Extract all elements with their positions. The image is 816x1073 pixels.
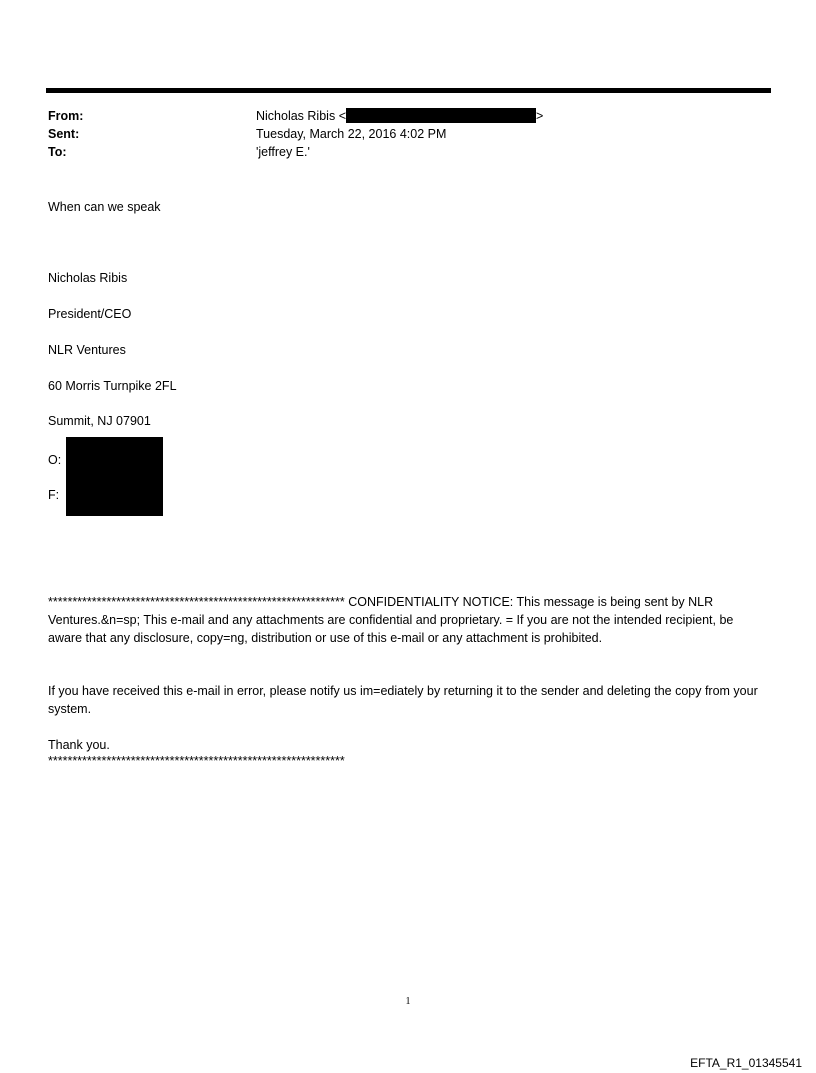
from-open-bracket: < <box>338 109 346 123</box>
signature-title: President/CEO <box>48 307 132 321</box>
document-id: EFTA_R1_01345541 <box>690 1056 802 1070</box>
thank-you: Thank you. <box>48 738 110 752</box>
closing-stars: ************************************************************* <box>48 754 345 768</box>
signature-company: NLR Ventures <box>48 343 126 357</box>
sent-label: Sent: <box>48 127 80 141</box>
signature-name: Nicholas Ribis <box>48 271 128 285</box>
message-text: When can we speak <box>48 200 161 214</box>
redacted-phone-block <box>66 437 163 516</box>
page-number: 1 <box>405 996 411 1007</box>
error-notice: If you have received this e-mail in error, please notify us im=ediately by returning it to the sender and deleting the copy from your system. <box>48 684 758 716</box>
from-value <box>256 108 543 124</box>
sent-value: Tuesday, March 22, 2016 4:02 PM <box>256 127 447 141</box>
to-value: 'jeffrey E.' <box>256 145 310 159</box>
redacted-email <box>346 108 536 123</box>
office-phone-label: O: <box>48 453 62 467</box>
to-label: To: <box>48 145 67 159</box>
signature-address-line1: 60 Morris Turnpike 2FL <box>48 379 177 393</box>
fax-label: F: <box>48 488 60 502</box>
from-name: Nicholas Ribis <box>256 109 336 123</box>
signature-address-line2: Summit, NJ 07901 <box>48 414 151 428</box>
from-label: From: <box>48 109 84 123</box>
header-rule <box>46 88 771 93</box>
from-close-bracket: > <box>536 109 544 123</box>
confidentiality-notice: ************************************************************* CONFIDENTIALITY NOTICE: This message is being sent by NLR Ventures.&n=sp; This e-mail and any attachments are confidential and proprietary. = If you are not the intended recipient, be aware that any disclosure, copy=ng, distribution or use of this e-mail or any attachment is prohibited. <box>48 595 734 645</box>
